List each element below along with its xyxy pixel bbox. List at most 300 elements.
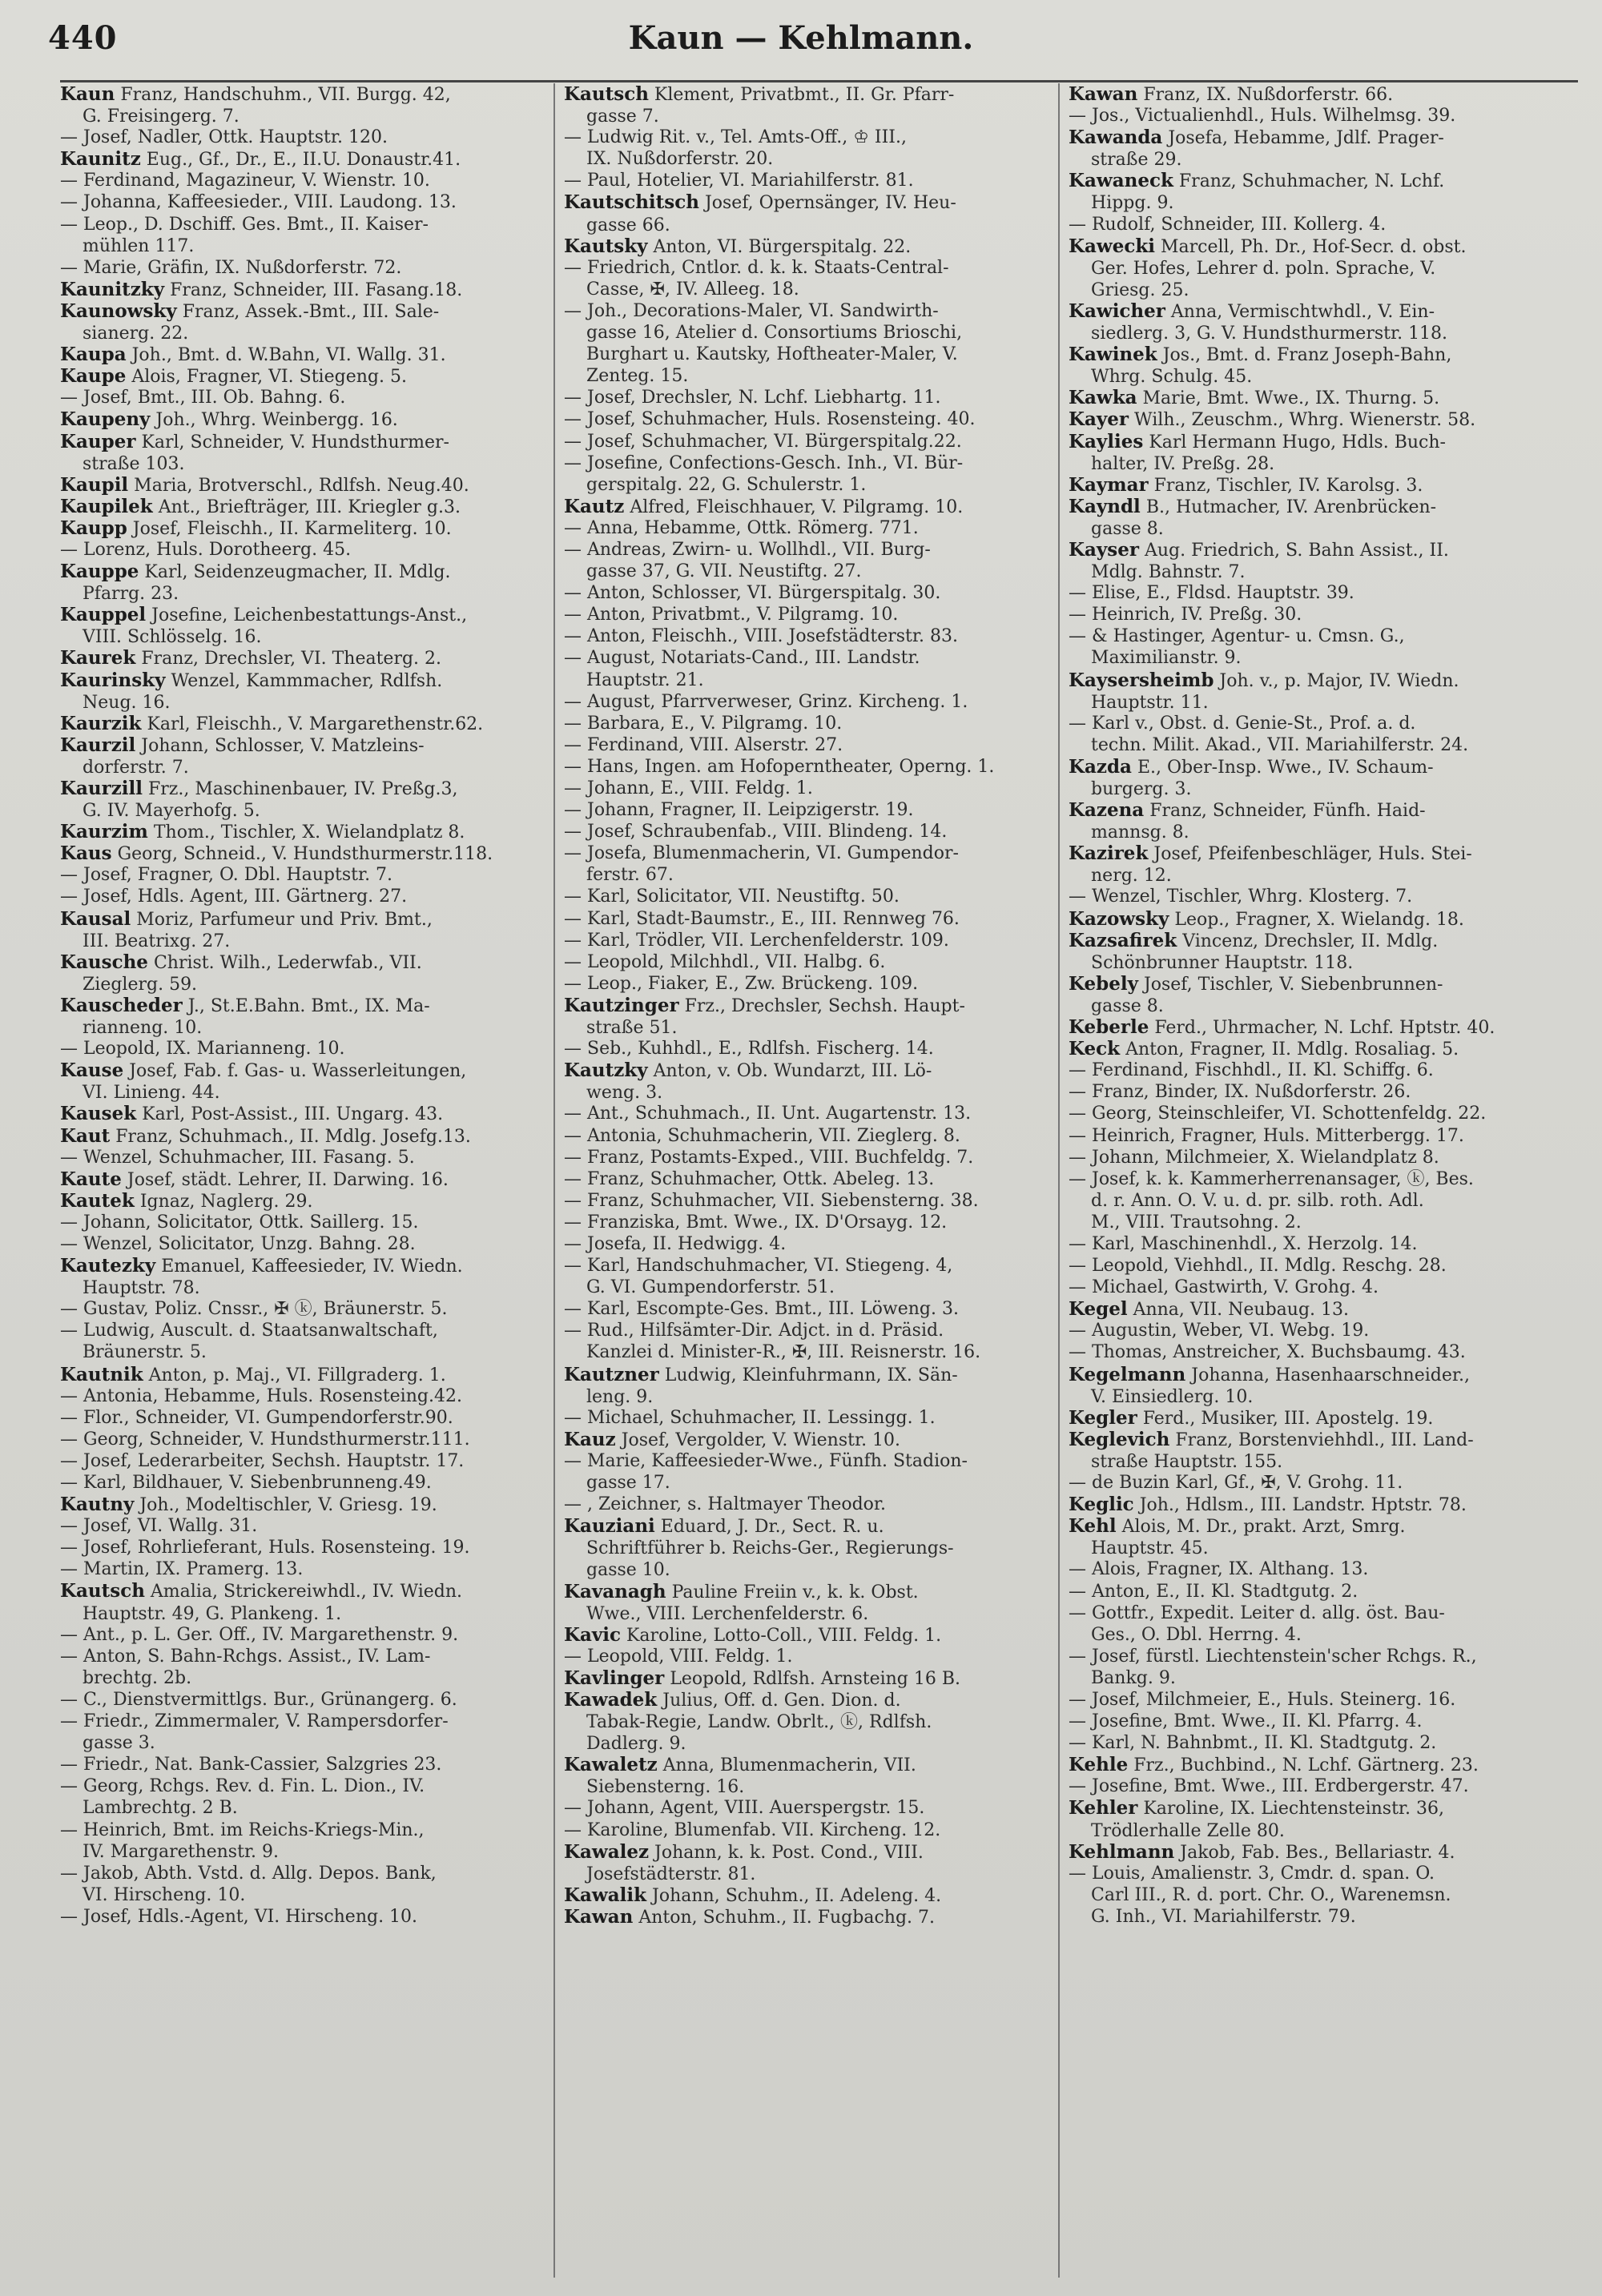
entry-surname: Kehle xyxy=(1069,1754,1129,1776)
directory-entry xyxy=(564,582,1047,604)
directory-entry xyxy=(564,1298,1047,1320)
entry-details: — Ludwig, Auscult. d. Staatsanwaltschaft, Bräunerstr. 5. xyxy=(60,1321,438,1363)
directory-entry xyxy=(564,799,1047,821)
directory-entry xyxy=(564,973,1047,995)
entry-details: Johann, Schlosser, V. Matzleins- dorferstr. 7. xyxy=(83,735,425,778)
entry-details: — Karl, Escompte-Ges. Bmt., III. Löweng. 3. xyxy=(564,1299,959,1320)
entry-details: — Karl, Handschuhmacher, VI. Stiegeng. 4, G. VI. Gumpendorferstr. 51. xyxy=(564,1256,953,1298)
entry-details: Georg, Schneid., V. Hundsthurmerstr.118. xyxy=(117,844,493,865)
entry-details: — Franz, Postamts-Exped., VIII. Buchfeldg. 7. xyxy=(564,1147,974,1168)
entry-details: — Ant., Schuhmach., II. Unt. Augartenstr. 13. xyxy=(564,1104,972,1124)
entry-details: Franz, Schneider, Fünfh. Haid- mannsg. 8. xyxy=(1091,801,1426,843)
entry-details: Karoline, IX. Liechtensteinstr. 36, Trödlerhalle Zelle 80. xyxy=(1091,1799,1444,1841)
directory-entry xyxy=(564,387,1047,408)
directory-entry xyxy=(564,1233,1047,1255)
entry-details: Amalia, Strickereiwhdl., IV. Wiedn. Hauptstr. 49, G. Plankeng. 1. xyxy=(83,1582,463,1624)
directory-entry xyxy=(564,1906,1047,1928)
entry-details: — Alois, Fragner, IX. Althang. 13. xyxy=(1069,1559,1369,1580)
directory-entry xyxy=(60,842,543,864)
directory-entry xyxy=(60,778,543,821)
entry-details: — Ferdinand, Fischhdl., II. Kl. Schiffg. 6. xyxy=(1069,1060,1434,1081)
entry-details: Josef, Fleischh., II. Karmeliterg. 10. xyxy=(132,518,452,539)
directory-entry xyxy=(1069,1797,1552,1840)
entry-details: — Ludwig Rit. v., Tel. Amts-Off., ♔ III., IX. Nußdorferstr. 20. xyxy=(564,127,907,170)
directory-entry xyxy=(60,214,543,257)
entry-details: — Georg, Steinschleifer, VI. Schottenfeldg. 22. xyxy=(1069,1104,1487,1124)
directory-entry xyxy=(564,1450,1047,1494)
entry-surname: Kaylies xyxy=(1069,430,1144,452)
directory-entry xyxy=(60,1775,543,1819)
directory-entry xyxy=(1069,604,1552,625)
entry-details: Ferd., Musiker, III. Apostelg. 19. xyxy=(1142,1408,1434,1429)
directory-entry xyxy=(60,1429,543,1450)
directory-entry xyxy=(1069,625,1552,669)
entry-details: Frz., Drechsler, Sechsh. Haupt- straße 51. xyxy=(586,995,965,1039)
directory-entry xyxy=(60,257,543,279)
entry-details: — Barbara, E., V. Pilgramg. 10. xyxy=(564,713,843,734)
entry-details: — Josef, k. k. Kammerherrenansager, ⓚ, Bes. d. r. Ann. O. V. u. d. pr. silb. roth. Adl. M., VIII. Trautsohng. 2. xyxy=(1069,1168,1474,1232)
directory-entry xyxy=(1069,1407,1552,1429)
entry-details: — Heinrich, Fragner, Huls. Mitterbergg. 17. xyxy=(1069,1125,1464,1146)
directory-entry xyxy=(60,431,543,474)
directory-entry xyxy=(60,951,543,995)
entry-details: Frz., Buchbind., N. Lchf. Gärtnerg. 23. xyxy=(1133,1755,1479,1776)
entry-details: — Josef, Bmt., III. Ob. Bahng. 6. xyxy=(60,388,346,408)
directory-entry xyxy=(1069,799,1552,842)
entry-details: Joh., Bmt. d. W.Bahn, VI. Wallg. 31. xyxy=(131,345,446,366)
directory-entry xyxy=(60,344,543,365)
entry-surname: Kavanagh xyxy=(564,1580,666,1602)
directory-entry xyxy=(60,821,543,842)
entry-details: Aug. Friedrich, S. Bahn Assist., II. Mdlg. Bahnstr. 7. xyxy=(1091,540,1449,583)
directory-entry xyxy=(564,83,1047,127)
entry-details: — Johann, E., VIII. Feldg. 1. xyxy=(564,778,813,799)
entry-surname: Kaunitzky xyxy=(60,278,165,300)
directory-entry xyxy=(564,1103,1047,1124)
directory-entry xyxy=(1069,1364,1552,1407)
entry-details: Jos., Bmt. d. Franz Joseph-Bahn, Whrg. Schulg. 45. xyxy=(1091,345,1452,388)
entry-details: — Josef, Drechsler, N. Lchf. Liebhartg. 11. xyxy=(564,388,941,408)
entry-surname: Kaunowsky xyxy=(60,300,177,322)
entry-details: Moriz, Parfumeur und Priv. Bmt., III. Beatrixg. 27. xyxy=(83,909,433,951)
directory-entry xyxy=(60,1168,543,1190)
entry-details: Vincenz, Drechsler, II. Mdlg. Schönbrunner Hauptstr. 118. xyxy=(1091,931,1439,973)
entry-details: Alois, Fragner, VI. Stiegeng. 5. xyxy=(131,367,407,388)
directory-entry xyxy=(1069,1558,1552,1580)
directory-entry xyxy=(1069,930,1552,973)
entry-details: — Anton, S. Bahn-Rchgs. Assist., IV. Lam- brechtg. 2b. xyxy=(60,1646,431,1688)
entry-surname: Kayer xyxy=(1069,408,1129,431)
directory-entry xyxy=(60,1320,543,1363)
entry-details: — Thomas, Anstreicher, X. Buchsbaumg. 43. xyxy=(1069,1342,1466,1363)
entry-details: — Louis, Amalienstr. 3, Cmdr. d. span. O. Carl III., R. d. port. Chr. O., Warenemsn. G. Inh., VI. Mariahilferstr. 79. xyxy=(1069,1863,1451,1927)
entry-details: — Karl, Trödler, VII. Lerchenfelderstr. 109. xyxy=(564,930,949,951)
directory-entry xyxy=(1069,1081,1552,1103)
directory-entry xyxy=(1069,908,1552,930)
entry-surname: Kautezky xyxy=(60,1255,156,1277)
column-divider xyxy=(1058,83,1060,2278)
entry-details: Ferd., Uhrmacher, N. Lchf. Hptstr. 40. xyxy=(1154,1018,1495,1039)
directory-entry xyxy=(60,734,543,778)
entry-surname: Kaurinsky xyxy=(60,669,166,691)
entry-details: Jakob, Fab. Bes., Bellariastr. 4. xyxy=(1180,1842,1455,1863)
entry-details: — Johann, Milchmeier, X. Wielandplatz 8. xyxy=(1069,1147,1439,1168)
entry-surname: Kauscheder xyxy=(60,994,183,1016)
directory-entry xyxy=(1069,105,1552,127)
entry-details: — Karl, Maschinenhdl., X. Herzolg. 14. xyxy=(1069,1234,1418,1254)
entry-details: — Franziska, Bmt. Wwe., IX. D'Orsayg. 12. xyxy=(564,1212,948,1232)
directory-entry xyxy=(60,148,543,170)
directory-entry xyxy=(1069,387,1552,408)
entry-details: B., Hutmacher, IV. Arenbrücken- gasse 8. xyxy=(1091,497,1437,539)
directory-entry xyxy=(60,1298,543,1320)
entry-details: Maria, Brotverschl., Rdlfsh. Neug.40. xyxy=(134,475,469,496)
directory-entry xyxy=(1069,1602,1552,1646)
entry-surname: Kazena xyxy=(1069,799,1145,822)
entry-details: Karl, Schneider, V. Hundsthurmer- straße 103. xyxy=(83,432,449,474)
directory-entry xyxy=(1069,474,1552,496)
entry-details: — Wenzel, Schuhmacher, III. Fasang. 5. xyxy=(60,1147,415,1168)
entry-details: Franz, Handschuhm., VII. Burgg. 42, G. Freisingerg. 7. xyxy=(83,85,451,127)
directory-entry xyxy=(60,908,543,951)
entry-details: Karl, Post-Assist., III. Ungarg. 43. xyxy=(142,1104,444,1125)
directory-entry xyxy=(564,257,1047,300)
entry-details: — Ant., p. L. Ger. Off., IV. Margarethenstr. 9. xyxy=(60,1624,459,1645)
entry-surname: Kegler xyxy=(1069,1406,1137,1429)
entry-details: — Marie, Kaffeesieder-Wwe., Fünfh. Stadion- gasse 17. xyxy=(564,1450,968,1494)
directory-entry xyxy=(60,517,543,539)
entry-details: Emanuel, Kaffeesieder, IV. Wiedn. Hauptstr. 78. xyxy=(83,1257,463,1299)
entry-surname: Kehl xyxy=(1069,1515,1117,1538)
entry-details: — Wenzel, Solicitator, Unzg. Bahng. 28. xyxy=(60,1233,416,1254)
entry-surname: Kaysersheimb xyxy=(1069,669,1214,691)
directory-entry xyxy=(1069,235,1552,300)
directory-entry xyxy=(1069,756,1552,799)
directory-entry xyxy=(60,713,543,734)
directory-entry xyxy=(1069,1125,1552,1147)
directory-entry xyxy=(1069,300,1552,344)
entry-details: — Gottfr., Expedit. Leiter d. allg. öst. Bau- Ges., O. Dbl. Herrng. 4. xyxy=(1069,1602,1445,1645)
entry-surname: Kawecki xyxy=(1069,235,1156,257)
entry-details: Josefine, Leichenbestattungs-Anst., VIII. Schlösselg. 16. xyxy=(83,605,468,648)
entry-surname: Kawinek xyxy=(1069,344,1157,366)
entry-details: Anna, VII. Neubaug. 13. xyxy=(1133,1300,1350,1321)
entry-details: — Josef, Hdls. Agent, III. Gärtnerg. 27. xyxy=(60,887,408,907)
entry-details: — Martin, IX. Pramerg. 13. xyxy=(60,1559,304,1580)
entry-surname: Kawaneck xyxy=(1069,170,1173,192)
entry-surname: Kaurzik xyxy=(60,712,142,734)
entry-details: Karoline, Lotto-Coll., VIII. Feldg. 1. xyxy=(626,1625,942,1646)
directory-entry xyxy=(1069,1732,1552,1754)
entry-details: — Rudolf, Schneider, III. Kollerg. 4. xyxy=(1069,214,1387,235)
entry-details: Johanna, Hasenhaarschneider., V. Einsiedlerg. 10. xyxy=(1091,1365,1470,1407)
directory-entry xyxy=(564,1515,1047,1580)
entry-surname: Kautek xyxy=(60,1189,135,1212)
entry-surname: Kauper xyxy=(60,430,136,452)
directory-entry xyxy=(564,1494,1047,1515)
entry-details: — Anton, Privatbmt., V. Pilgramg. 10. xyxy=(564,605,899,625)
directory-entry xyxy=(60,1689,543,1711)
entry-details: Franz, Tischler, IV. Karolsg. 3. xyxy=(1153,475,1423,496)
directory-entry xyxy=(1069,127,1552,170)
entry-details: Franz, Drechsler, VI. Theaterg. 2. xyxy=(141,649,442,669)
entry-details: — Friedrich, Cntlor. d. k. k. Staats-Central- Casse, ✠, IV. Alleeg. 18. xyxy=(564,257,949,300)
entry-surname: Kaut xyxy=(60,1124,111,1147)
entry-details: — Josefine, Confections-Gesch. Inh., VI. Bür- gerspitalg. 22, G. Schulerstr. 1. xyxy=(564,452,964,495)
entry-details: — Josef, Hdls.-Agent, VI. Hirscheng. 10. xyxy=(60,1906,418,1927)
directory-entry xyxy=(1069,539,1552,582)
entry-details: — Josef, VI. Wallg. 31. xyxy=(60,1516,258,1537)
directory-entry xyxy=(60,474,543,496)
directory-entry xyxy=(1069,973,1552,1016)
directory-entry xyxy=(564,1168,1047,1190)
directory-entry xyxy=(564,496,1047,517)
entry-details: Wilh., Zeuschm., Whrg. Wienerstr. 58. xyxy=(1134,410,1476,431)
column-divider xyxy=(553,83,555,2278)
directory-entry xyxy=(1069,1689,1552,1711)
entry-details: — Leopold, IX. Marianneng. 10. xyxy=(60,1039,345,1060)
directory-entry xyxy=(1069,1472,1552,1494)
entry-surname: Kautnik xyxy=(60,1363,143,1385)
entry-details: — Paul, Hotelier, VI. Mariahilferstr. 81. xyxy=(564,171,914,191)
entry-details: — Michael, Schuhmacher, II. Lessingg. 1. xyxy=(564,1407,936,1428)
entry-details: Josefa, Hebamme, Jdlf. Prager- straße 29. xyxy=(1091,128,1444,171)
entry-details: — Gustav, Poliz. Cnssr., ✠ ⓚ, Bräunerstr. 5. xyxy=(60,1299,448,1320)
entry-surname: Kautsch xyxy=(564,83,649,105)
directory-entry xyxy=(60,1537,543,1558)
entry-details: — & Hastinger, Agentur- u. Cmsn. G., Maximilianstr. 9. xyxy=(1069,626,1405,669)
directory-entry xyxy=(60,1515,543,1537)
entry-surname: Kause xyxy=(60,1060,124,1082)
entry-details: — Anton, Fleischh., VIII. Josefstädterstr. 83. xyxy=(564,626,958,647)
entry-surname: Kawalik xyxy=(564,1884,647,1906)
directory-entry xyxy=(1069,713,1552,756)
entry-surname: Kayser xyxy=(1069,538,1139,561)
entry-details: — Josef, Lederarbeiter, Sechsh. Hauptstr. 17. xyxy=(60,1450,465,1471)
entry-surname: Kaupil xyxy=(60,473,129,496)
directory-entry xyxy=(60,1472,543,1494)
entry-details: — Augustin, Weber, VI. Webg. 19. xyxy=(1069,1321,1370,1341)
entry-details: — Josefa, Blumenmacherin, VI. Gumpendor- ferstr. 67. xyxy=(564,843,959,886)
directory-entry xyxy=(60,1364,543,1385)
directory-entry xyxy=(60,300,543,344)
entry-surname: Kausche xyxy=(60,951,148,973)
entry-surname: Kaute xyxy=(60,1168,122,1190)
directory-entry xyxy=(1069,1147,1552,1168)
entry-details: Pauline Freiin v., k. k. Obst. Wwe., VIII. Lerchenfelderstr. 6. xyxy=(586,1582,919,1624)
directory-entry xyxy=(60,1103,543,1124)
directory-entry xyxy=(564,539,1047,582)
directory-entry xyxy=(564,778,1047,799)
entry-details: Anton, Schuhm., II. Fugbachg. 7. xyxy=(638,1907,935,1928)
entry-details: — Jos., Victualienhdl., Huls. Wilhelmsg. 39. xyxy=(1069,106,1456,127)
entry-details: — Leopold, Viehhdl., II. Mdlg. Reschg. 28. xyxy=(1069,1256,1447,1277)
entry-details: — Joh., Decorations-Maler, VI. Sandwirth- gasse 16, Atelier d. Consortiums Brioschi, Burghart u. Kautsky, Hoftheater-Maler, V. Zenteg. 15. xyxy=(564,300,963,387)
entry-surname: Kausek xyxy=(60,1103,137,1125)
directory-entry xyxy=(564,191,1047,235)
entry-details: — Marie, Gräfin, IX. Nußdorferstr. 72. xyxy=(60,257,402,278)
entry-details: — Josef, Milchmeier, E., Huls. Steinerg. 16. xyxy=(1069,1689,1456,1710)
directory-entry xyxy=(564,127,1047,170)
entry-surname: Kegelmann xyxy=(1069,1363,1186,1385)
entry-details: Frz., Maschinenbauer, IV. Preßg.3, G. IV. Mayerhofg. 5. xyxy=(83,779,458,822)
directory-entry xyxy=(60,1385,543,1407)
directory-entry xyxy=(60,387,543,408)
directory-entry xyxy=(60,365,543,387)
entry-surname: Kaun xyxy=(60,83,115,105)
entry-details: Eduard, J. Dr., Sect. R. u. Schriftführer b. Reichs-Ger., Regierungs- gasse 10. xyxy=(586,1517,954,1581)
entry-details: Anton, v. Ob. Wundarzt, III. Lö- weng. 3. xyxy=(586,1061,932,1104)
entry-details: — Friedr., Zimmermaler, V. Rampersdorfer- gasse 3. xyxy=(60,1711,449,1754)
directory-entry xyxy=(564,734,1047,756)
entry-details: Joh., Modeltischler, V. Griesg. 19. xyxy=(139,1495,437,1516)
directory-entry xyxy=(1069,170,1552,213)
entry-surname: Kaurzil xyxy=(60,734,136,756)
entry-details: — Leop., Fiaker, E., Zw. Brückeng. 109. xyxy=(564,973,919,994)
entry-details: — Johann, Solicitator, Ottk. Saillerg. 15. xyxy=(60,1212,419,1232)
directory-entry xyxy=(564,235,1047,257)
entry-details: — Heinrich, IV. Preßg. 30. xyxy=(1069,605,1302,625)
directory-entry xyxy=(60,995,543,1038)
directory-entry xyxy=(60,647,543,669)
directory-entry xyxy=(564,1646,1047,1667)
directory-entry xyxy=(60,1906,543,1928)
entry-surname: Kaupe xyxy=(60,365,127,388)
entry-details: Julius, Off. d. Gen. Dion. d. Tabak-Regie, Landw. Obrlt., ⓚ, Rdlfsh. Dadlerg. 9. xyxy=(586,1690,932,1755)
directory-entry xyxy=(60,1038,543,1060)
entry-surname: Kazda xyxy=(1069,755,1132,778)
directory-entry xyxy=(564,756,1047,778)
entry-details: — Karl, Stadt-Baumstr., E., III. Rennweg 76. xyxy=(564,908,960,929)
entry-surname: Kawka xyxy=(1069,387,1137,409)
entry-surname: Kavlinger xyxy=(564,1667,665,1689)
directory-entry xyxy=(1069,1016,1552,1038)
entry-surname: Kautz xyxy=(564,495,625,517)
entry-surname: Keck xyxy=(1069,1038,1121,1060)
directory-entry xyxy=(564,1255,1047,1298)
directory-entry xyxy=(60,669,543,713)
entry-details: — Johanna, Kaffeesieder., VIII. Laudong. 13. xyxy=(60,192,457,213)
directory-entry xyxy=(1069,1298,1552,1320)
entry-details: Josef, Pfeifenbeschläger, Huls. Stei- nerg. 12. xyxy=(1091,844,1472,887)
directory-entry xyxy=(564,1060,1047,1103)
directory-entry xyxy=(564,1884,1047,1906)
directory-entry xyxy=(564,995,1047,1038)
entry-details: — Leopold, VIII. Feldg. 1. xyxy=(564,1646,793,1667)
entry-details: Ant., Briefträger, III. Kriegler g.3. xyxy=(158,497,461,517)
entry-details: — Karoline, Blumenfab. VII. Kircheng. 12. xyxy=(564,1820,941,1840)
directory-entry xyxy=(1069,1754,1552,1775)
entry-details: — Elise, E., Fldsd. Hauptstr. 39. xyxy=(1069,583,1354,604)
directory-entry xyxy=(60,1711,543,1754)
directory-entry xyxy=(60,1820,543,1863)
entry-surname: Kaymar xyxy=(1069,473,1149,496)
entry-details: — Jakob, Abth. Vstd. d. Allg. Depos. Bank, VI. Hirscheng. 10. xyxy=(60,1863,437,1905)
entry-details: — Antonia, Hebamme, Huls. Rosensteing.42. xyxy=(60,1385,462,1406)
entry-details: Anna, Vermischtwhdl., V. Ein- siedlerg. 3, G. V. Hundsthurmerstr. 118. xyxy=(1091,301,1448,344)
directory-entry xyxy=(564,452,1047,496)
directory-entry xyxy=(1069,1429,1552,1472)
entry-details: Josef, Opernsänger, IV. Heu- gasse 66. xyxy=(586,193,956,235)
entry-details: Joh., Whrg. Weinbergg. 16. xyxy=(155,410,398,431)
entry-surname: Kausal xyxy=(60,907,131,930)
entry-surname: Kaupp xyxy=(60,517,127,539)
entry-details: — August, Pfarrverweser, Grinz. Kircheng. 1. xyxy=(564,691,968,712)
entry-details: Leopold, Rdlfsh. Arnsteing 16 B. xyxy=(670,1668,961,1689)
directory-entry xyxy=(1069,669,1552,713)
entry-details: — Leop., D. Dschiff. Ges. Bmt., II. Kaiser- mühlen 117. xyxy=(60,214,429,256)
entry-details: — Josef, fürstl. Liechtenstein'scher Rchgs. R., Bankg. 9. xyxy=(1069,1646,1477,1688)
entry-details: — Josefine, Bmt. Wwe., II. Kl. Pfarrg. 4. xyxy=(1069,1711,1423,1732)
directory-entry xyxy=(60,886,543,907)
entry-details: — de Buzin Karl, Gf., ✠, V. Grohg. 11. xyxy=(1069,1473,1403,1494)
directory-entry xyxy=(60,1212,543,1233)
directory-entry xyxy=(564,170,1047,191)
directory-entry xyxy=(564,1689,1047,1754)
directory-entry xyxy=(60,1558,543,1580)
entry-details: J., St.E.Bahn. Bmt., IX. Ma- rianneng. 10. xyxy=(83,995,430,1039)
directory-entry xyxy=(60,1646,543,1689)
directory-entry xyxy=(60,1863,543,1906)
directory-entry xyxy=(564,1581,1047,1624)
entry-details: Eug., Gf., Dr., E., II.U. Donaustr.41. xyxy=(146,150,461,171)
entry-details: — Georg, Rchgs. Rev. d. Fin. L. Dion., IV. Lambrechtg. 2 B. xyxy=(60,1776,425,1819)
entry-details: Karl, Seidenzeugmacher, II. Mdlg. Pfarrg. 23. xyxy=(83,562,451,605)
entry-details: Josef, städt. Lehrer, II. Darwing. 16. xyxy=(127,1169,449,1190)
entry-surname: Kautzky xyxy=(564,1060,648,1082)
entry-surname: Kehlmann xyxy=(1069,1840,1175,1863)
entry-details: Franz, Assek.-Bmt., III. Sale- sianerg. 22. xyxy=(83,301,440,344)
entry-details: — Franz, Schuhmacher, VII. Siebensterng. 38. xyxy=(564,1190,979,1211)
directory-entry xyxy=(564,886,1047,907)
entry-surname: Kaunitz xyxy=(60,148,141,171)
directory-entry xyxy=(564,1190,1047,1212)
directory-entry xyxy=(564,1212,1047,1233)
directory-entry xyxy=(1069,582,1552,604)
entry-details: — Seb., Kuhhdl., E., Rdlfsh. Fischerg. 14. xyxy=(564,1039,934,1060)
entry-details: Ignaz, Naglerg. 29. xyxy=(139,1191,313,1212)
entry-surname: Kazsafirek xyxy=(1069,929,1177,951)
entry-details: Franz, Schuhmacher, N. Lchf. Hippg. 9. xyxy=(1091,171,1445,214)
directory-entry xyxy=(1069,1711,1552,1732)
directory-entry xyxy=(564,300,1047,387)
entry-details: — Hans, Ingen. am Hofoperntheater, Operng. 1. xyxy=(564,756,995,777)
entry-surname: Kebely xyxy=(1069,972,1138,995)
directory-entry xyxy=(60,1494,543,1515)
entry-details: — Friedr., Nat. Bank-Cassier, Salzgries 23. xyxy=(60,1755,442,1775)
entry-details: — Georg, Schneider, V. Hundsthurmerstr.111. xyxy=(60,1429,470,1450)
directory-entry xyxy=(1069,1320,1552,1341)
entry-details: — Josef, Schuhmacher, Huls. Rosensteing. 40. xyxy=(564,409,976,430)
entry-details: — Karl v., Obst. d. Genie-St., Prof. a. d. techn. Milit. Akad., VII. Mariahilferstr. 24. xyxy=(1069,713,1469,755)
directory-entry xyxy=(60,170,543,191)
entry-details: — Josef, Nadler, Ottk. Hauptstr. 120. xyxy=(60,127,388,148)
entry-details: Franz, Schneider, III. Fasang.18. xyxy=(170,279,463,300)
entry-details: Wenzel, Kammmacher, Rdlfsh. Neug. 16. xyxy=(83,670,443,713)
entry-details: E., Ober-Insp. Wwe., IV. Schaum- burgerg. 3. xyxy=(1091,757,1434,800)
entry-details: — Andreas, Zwirn- u. Wollhdl., VII. Burg- gasse 37, G. VII. Neustiftg. 27. xyxy=(564,539,931,582)
directory-entry xyxy=(564,842,1047,886)
entry-details: Karl, Fleischh., V. Margarethenstr.62. xyxy=(147,714,484,734)
entry-details: Alois, M. Dr., prakt. Arzt, Smrg. Hauptstr. 45. xyxy=(1091,1517,1406,1559)
directory-entry xyxy=(60,1580,543,1623)
directory-entry xyxy=(60,83,543,127)
directory-entry xyxy=(60,604,543,647)
entry-details: — Josef, Schuhmacher, VI. Bürgerspitalg.22. xyxy=(564,431,962,452)
entry-details: — Johann, Agent, VIII. Auerspergstr. 15. xyxy=(564,1798,925,1819)
directory-entry xyxy=(60,1624,543,1646)
directory-entry xyxy=(1069,1060,1552,1081)
